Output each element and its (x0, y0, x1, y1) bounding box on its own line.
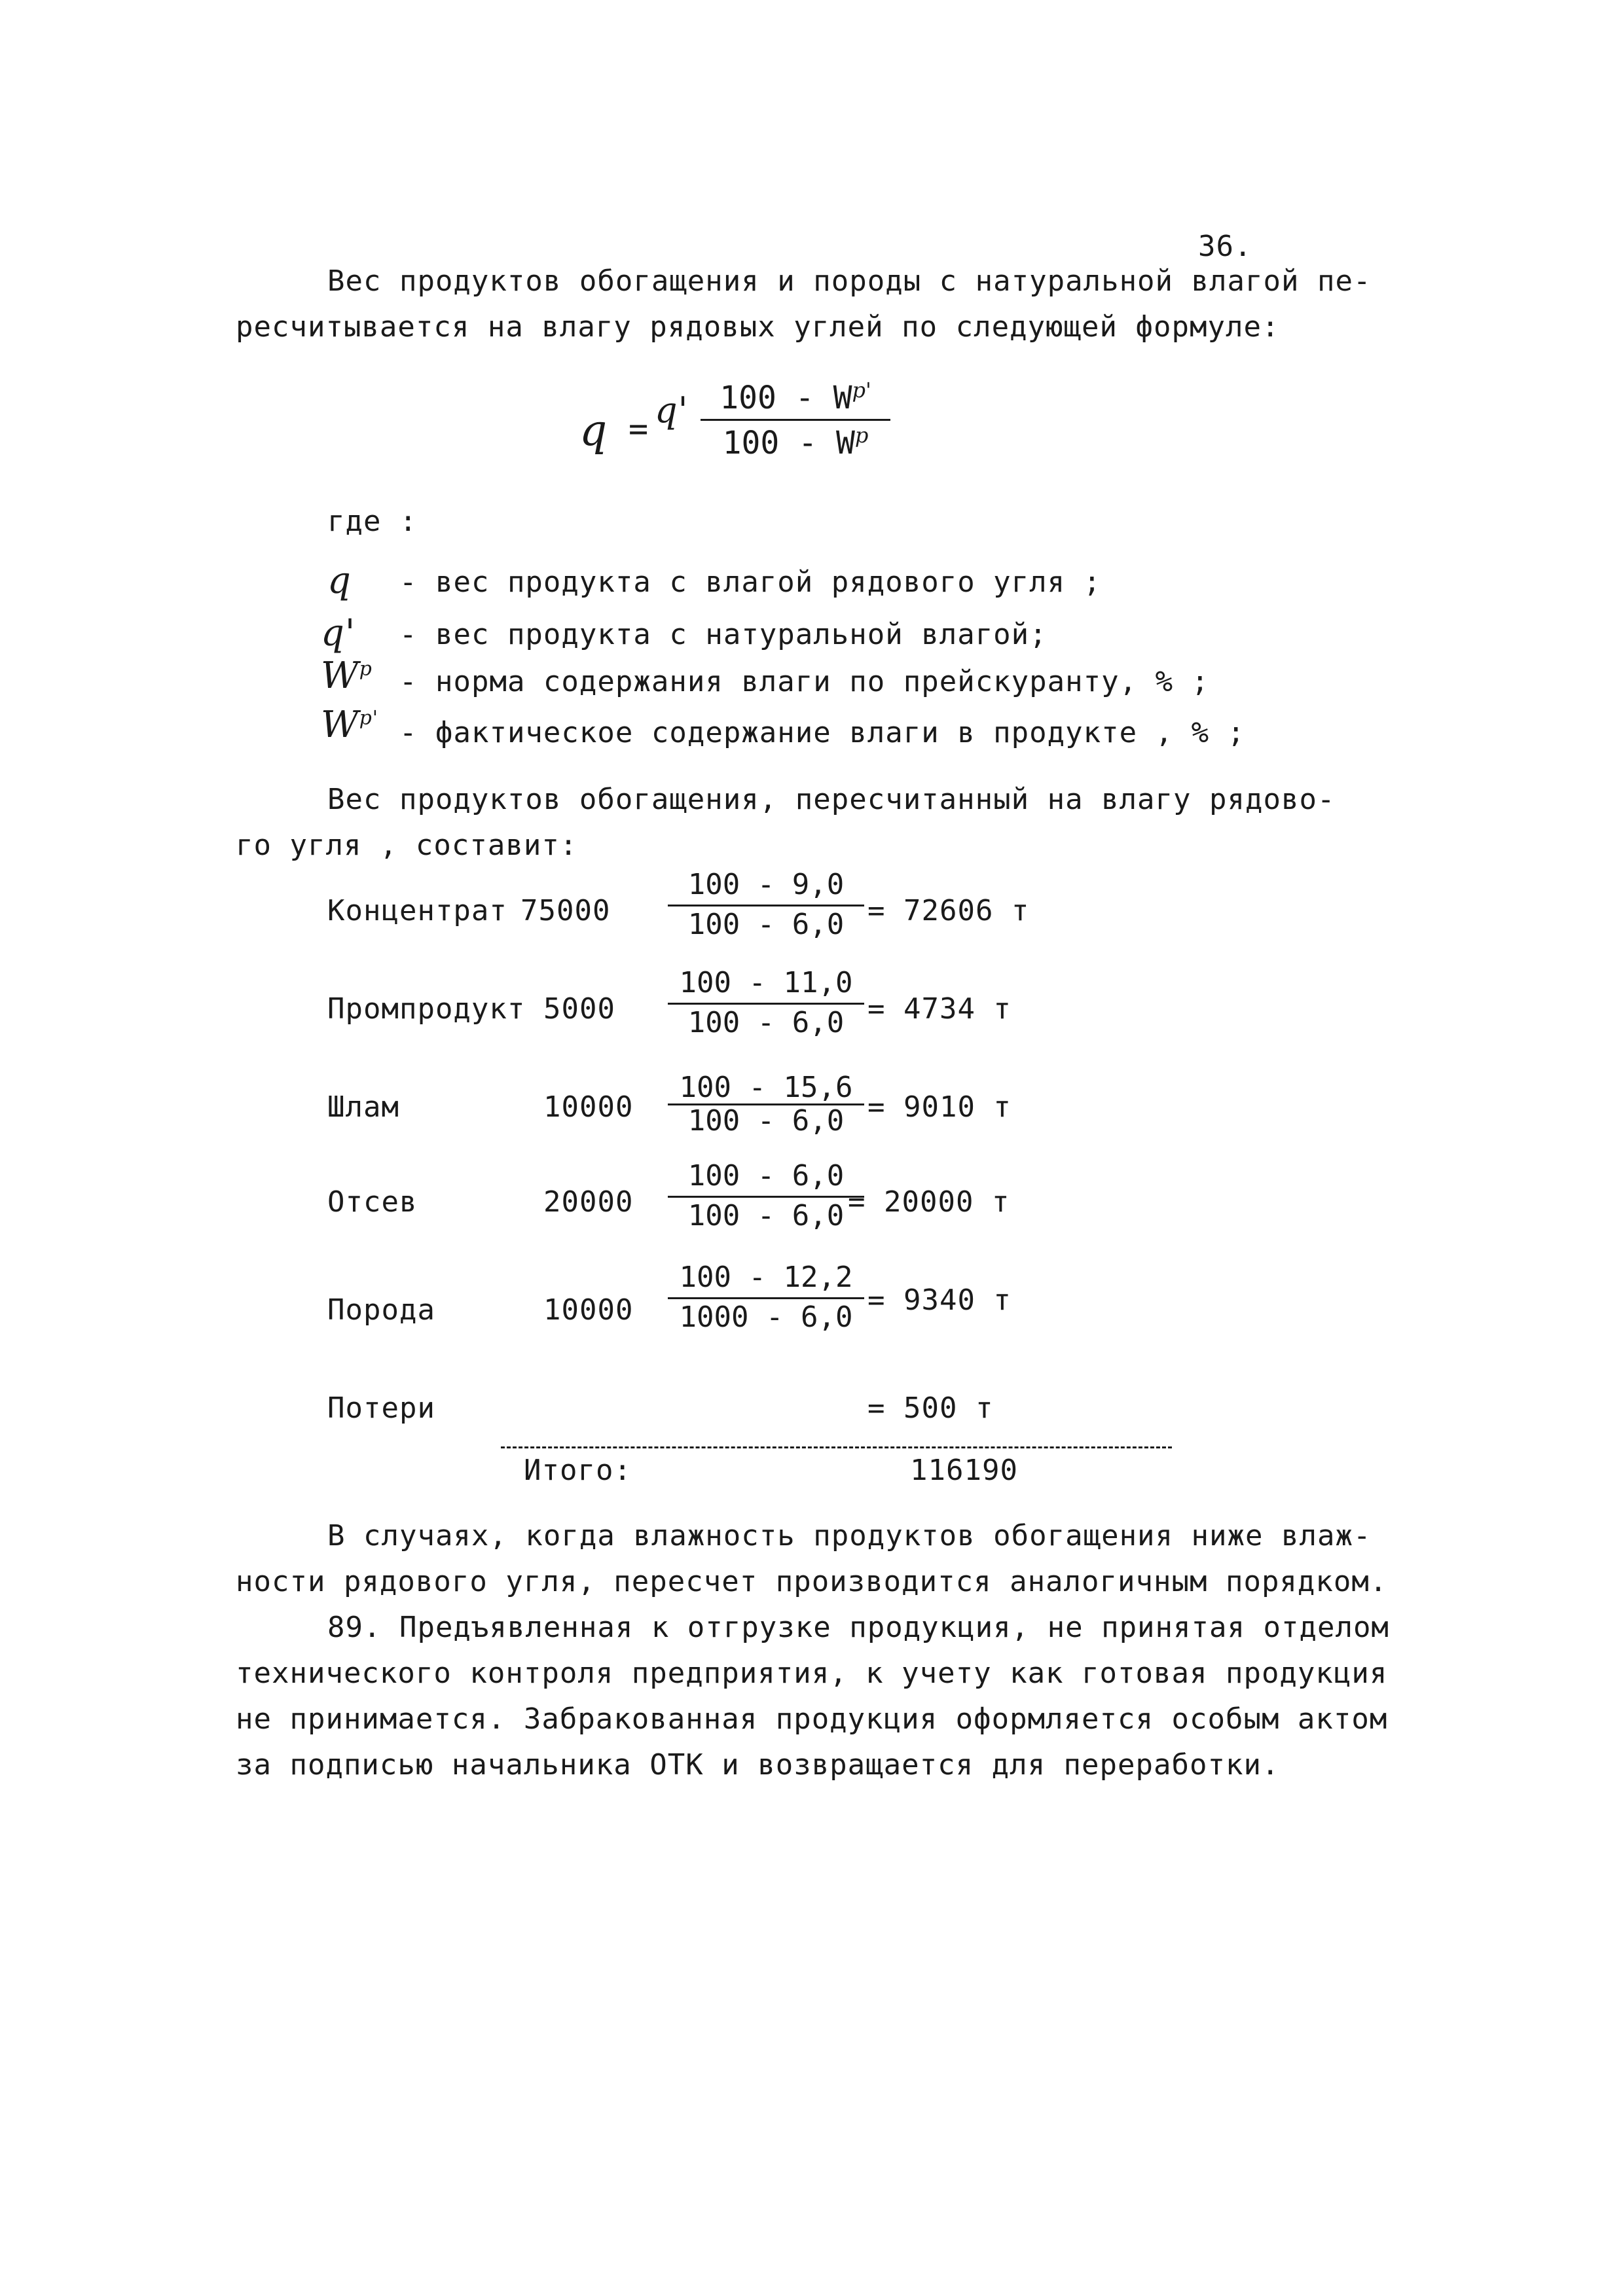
row-name: Порода (327, 1293, 435, 1327)
row-fraction: 100 - 15,6 100 - 6,0 (668, 1073, 864, 1136)
para2-line-2: технического контроля предприятия, к учету как готовая продукция (236, 1657, 1388, 1690)
row-name: Отсев (327, 1185, 418, 1219)
row-weight: 75000 (520, 894, 611, 927)
para2-line-1: 89. Предъявленная к отгрузке продукция, не принятая отделом (327, 1611, 1389, 1644)
row-name: Промпродукт (327, 992, 526, 1026)
def-symbol: $W^p$ (321, 655, 373, 697)
intro-line-2: ресчитывается на влагу рядовых углей по следующей формуле: (236, 310, 1280, 344)
formula-eq: = (629, 410, 649, 448)
intro-line-1: Вес продуктов обогащения и породы с натуральной влагой пе- (327, 264, 1372, 298)
total-label: Итого: (524, 1454, 632, 1487)
calc-intro-line-1: Вес продуктов обогащения, пересчитанный на влагу рядово- (327, 783, 1336, 816)
row-weight: 20000 (543, 1185, 634, 1219)
row-fraction: 100 - 11,0 100 - 6,0 (668, 969, 864, 1037)
row-result: = 4734 т (867, 992, 1012, 1026)
row-fraction: 100 - 6,0 100 - 6,0 (668, 1162, 864, 1230)
def-text: - норма содержания влаги по прейскуранту, % ; (399, 665, 1210, 698)
para1-line-1: В случаях, когда влажность продуктов обогащения ниже влаж- (327, 1519, 1372, 1552)
para1-line-2: ности рядового угля, пересчет производится аналогичным порядком. (236, 1565, 1388, 1598)
losses-name: Потери (327, 1391, 435, 1425)
row-weight: 5000 (543, 992, 615, 1026)
where-label: где : (327, 505, 418, 538)
row-result: = 20000 т (848, 1185, 1010, 1219)
def-symbol: q' (321, 612, 356, 655)
calc-intro-line-2: го угля , составит: (236, 829, 578, 862)
total-value: 116190 (910, 1454, 1018, 1487)
row-weight: 10000 (543, 1293, 634, 1327)
def-text: - вес продукта с влагой рядового угля ; (399, 565, 1102, 599)
def-text: - вес продукта с натуральной влагой; (399, 618, 1048, 651)
para2-line-4: за подписью начальника ОТК и возвращается для переработки. (236, 1748, 1280, 1782)
formula-lhs: q (579, 405, 608, 456)
total-rule (501, 1446, 1172, 1448)
formula-q-prime: q' (655, 389, 689, 431)
row-name: Концентрат (327, 894, 507, 927)
row-fraction: 100 - 12,2 1000 - 6,0 (668, 1263, 864, 1332)
def-text: - фактическое содержание влаги в продукте , % ; (399, 716, 1246, 749)
formula-numerator: $100 - W^{p'}$ (720, 378, 871, 416)
losses-result: = 500 т (867, 1391, 994, 1425)
def-symbol: $W^{p'}$ (321, 704, 379, 746)
formula-fraction-bar (701, 419, 890, 421)
row-name: Шлам (327, 1090, 399, 1124)
page-number: 36. (1198, 230, 1252, 263)
row-result: = 9340 т (867, 1283, 1012, 1317)
para2-line-3: не принимается. Забракованная продукция оформляется особым актом (236, 1702, 1388, 1736)
def-symbol: q (327, 560, 352, 602)
row-result: = 9010 т (867, 1090, 1012, 1124)
formula-denominator: $100 - W^p$ (722, 423, 869, 461)
formula-fraction (701, 380, 890, 459)
row-weight: 10000 (543, 1090, 634, 1124)
row-result: = 72606 т (867, 894, 1030, 927)
row-fraction: 100 - 9,0 100 - 6,0 (668, 870, 864, 939)
